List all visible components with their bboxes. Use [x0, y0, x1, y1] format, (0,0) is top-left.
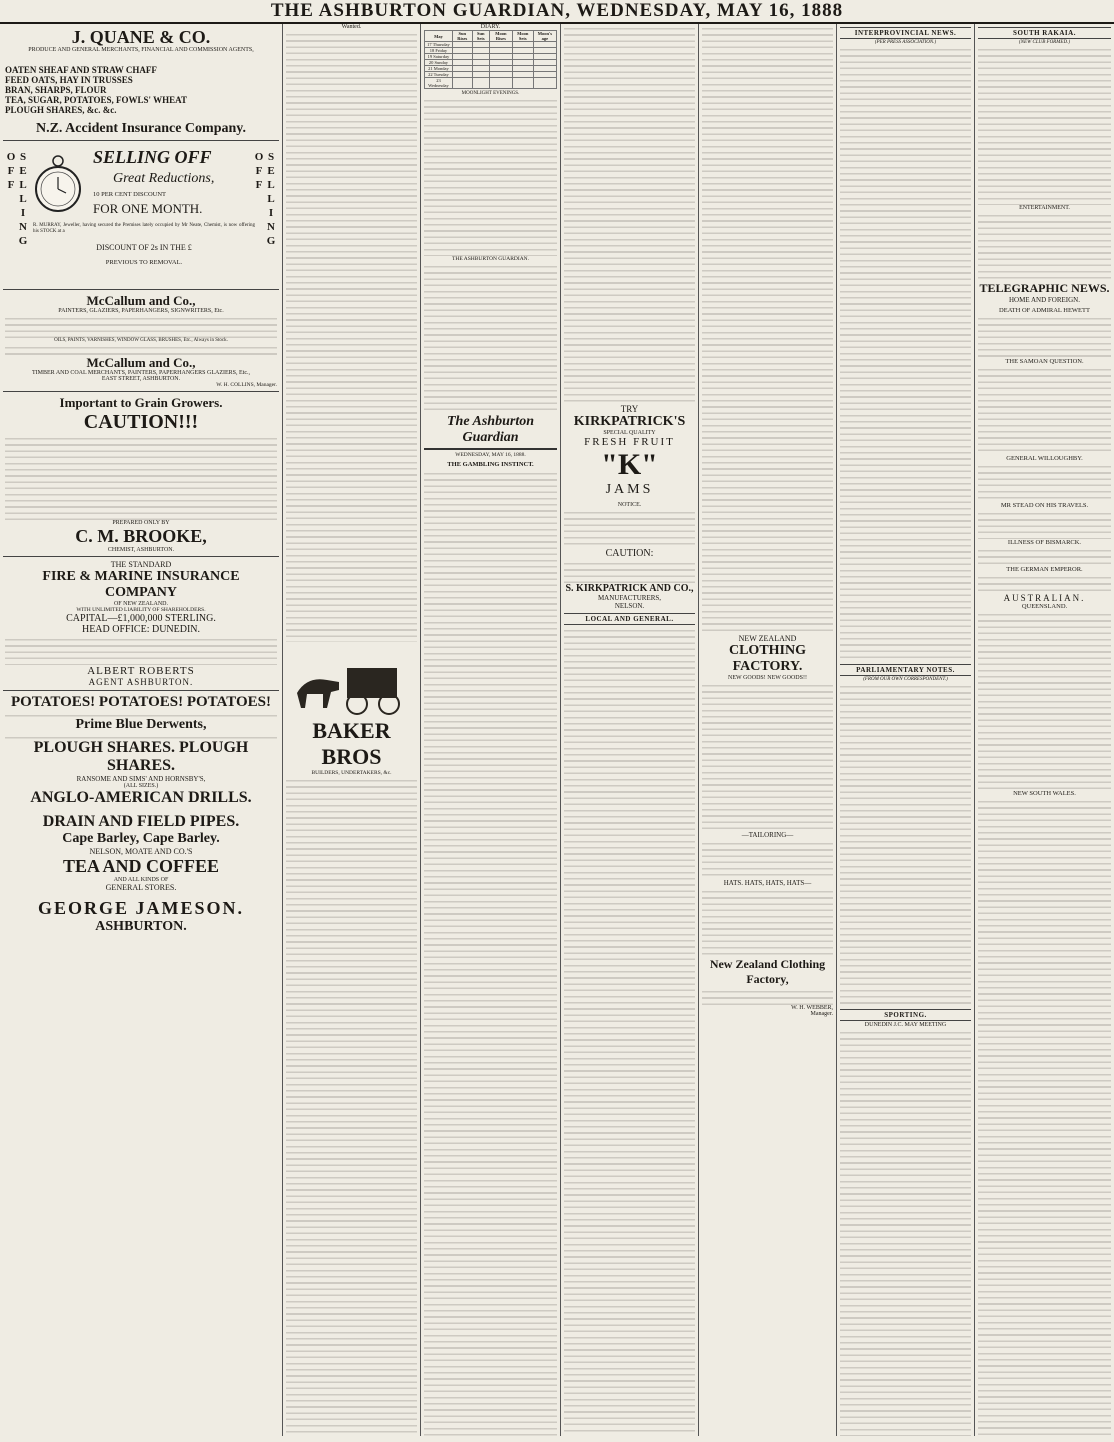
grain-growers: Important to Grain Growers. — [59, 395, 223, 410]
tailoring: —TAILORING— — [741, 831, 794, 839]
samoan-text — [978, 365, 1111, 455]
webber: W. H. WEBBER, — [791, 1005, 833, 1011]
mccallum-body-2 — [5, 343, 277, 355]
jams: JAMS — [605, 482, 654, 497]
special-quality: SPECIAL QUALITY — [603, 430, 656, 436]
column-local — [560, 24, 698, 1436]
diary-day: 22 Tuesday — [425, 72, 453, 78]
bismarck: ILLNESS OF BISMARCK. — [1007, 539, 1082, 546]
one-month: FOR ONE MONTH. — [93, 201, 203, 216]
column-telegraphic — [974, 24, 1114, 1436]
brooke-ad — [3, 392, 279, 557]
south-rakaia: SOUTH RAKAIA. — [978, 27, 1111, 39]
samoan-question: THE SAMOAN QUESTION. — [1005, 358, 1084, 365]
derwents: Prime Blue Derwents, — [75, 717, 207, 732]
clothing-factory: CLOTHING FACTORY. — [728, 643, 806, 674]
try: TRY — [620, 404, 639, 414]
hats: HATS. HATS, HATS, HATS— — [723, 879, 812, 887]
new-club: (NEW CLUB FORMED.) — [1019, 40, 1070, 45]
baker-bros: BAKER BROS — [312, 718, 391, 769]
diary-header: Sun Sets — [472, 31, 489, 42]
selling-off-vertical-left: SELLING OFF — [5, 151, 29, 249]
wanted-ads-text — [286, 30, 417, 642]
nelson: NELSON. — [614, 602, 645, 610]
quane-item: PLOUGH SHARES, &c. &c. — [5, 105, 117, 115]
guardian-logo: The Ashburton Guardian — [424, 412, 557, 450]
george-jameson: GEORGE JAMESON. — [37, 898, 245, 918]
webber-manager: Manager. — [810, 1011, 833, 1017]
news-text-top — [702, 24, 833, 634]
tea-coffee: TEA AND COFFEE — [62, 856, 220, 876]
selling-off: SELLING OFF — [93, 147, 212, 167]
capital: CAPITAL—£1,000,000 STERLING. — [66, 613, 216, 624]
clothing-text — [702, 681, 833, 831]
nz-clothing-factory: New Zealand Clothing Factory, — [709, 957, 826, 986]
tailoring-text — [702, 839, 833, 879]
drain-pipes: DRAIN AND FIELD PIPES. — [42, 813, 240, 830]
gambling-text — [424, 469, 557, 1436]
column-clothing — [698, 24, 836, 1436]
column-interprovincial — [836, 24, 974, 1436]
coach-and-horses-icon — [287, 648, 417, 718]
caution-heading: CAUTION!!! — [83, 411, 199, 433]
pocket-watch-icon — [33, 147, 83, 217]
fire-marine: FIRE & MARINE INSURANCE COMPANY — [42, 569, 240, 600]
rakaia-text — [978, 45, 1111, 205]
albert-roberts: ALBERT ROBERTS — [87, 665, 195, 677]
head-office: HEAD OFFICE: DUNEDIN. — [81, 624, 201, 635]
quane-item: FEED OATS, HAY IN TRUSSES — [5, 75, 133, 85]
collins-manager: W. H. COLLINS, Manager. — [216, 382, 277, 388]
murray-ad — [3, 141, 279, 290]
mccallum-timber-title: McCallum and Co., — [86, 355, 196, 370]
standard-insurance-ad — [3, 557, 279, 691]
admiral-hewett: DEATH OF ADMIRAL HEWETT — [999, 307, 1090, 314]
own-correspondent: (FROM OUR OWN CORRESPONDENT.) — [863, 677, 948, 682]
discount: 10 PER CENT DISCOUNT — [93, 191, 167, 198]
press-assoc: (PER PRESS ASSOCIATION.) — [874, 40, 937, 45]
diary-day: 21 Monday — [425, 66, 453, 72]
column-wanted — [282, 24, 420, 1436]
nsw-text — [978, 797, 1111, 1436]
kirkpatricks: KIRKPATRICK'S — [573, 414, 686, 429]
stead-text — [978, 509, 1111, 539]
previous-to-removal: PREVIOUS TO REMOVAL. — [105, 259, 183, 266]
discount-2s: DISCOUNT OF 2s IN THE £ — [96, 243, 192, 252]
bismarck-text — [978, 546, 1111, 566]
masthead: THE ASHBURTON GUARDIAN, WEDNESDAY, MAY 16, 1888 — [0, 0, 1114, 24]
mccallum-title: McCallum and Co., — [86, 293, 196, 308]
notice-text — [564, 508, 695, 548]
great-reductions: Great Reductions, — [113, 171, 215, 186]
ransome: RANSOME AND SIMS' AND HORNSBY'S, — [76, 775, 206, 783]
home-foreign: HOME AND FOREIGN. — [1009, 296, 1080, 304]
entertainment-text — [978, 211, 1111, 281]
parliamentary-text — [840, 682, 971, 1006]
australian: AUSTRALIAN. — [1003, 593, 1086, 603]
diary-day: 18 Friday — [425, 48, 453, 54]
nz-accident: N.Z. Accident Insurance Company. — [35, 121, 247, 136]
subscription-text — [424, 262, 557, 412]
hewett-text — [978, 314, 1111, 358]
guardian-terms-head: THE ASHBURTON GUARDIAN. — [451, 256, 530, 262]
sporting-heading: SPORTING. — [840, 1009, 971, 1021]
parliamentary-heading: PARLIAMENTARY NOTES. — [840, 664, 971, 676]
diary-header: May — [425, 31, 453, 42]
standard: THE STANDARD — [110, 560, 172, 569]
diary-header: Moon Rises — [489, 31, 512, 42]
local-general-heading: LOCAL AND GENERAL. — [564, 613, 695, 625]
caution-text — [564, 559, 695, 583]
prepared-only-by: PREPARED ONLY BY — [112, 520, 170, 526]
murray-notice: R. MURRAY, Jeweller, having secured the Premises lately occupied by Mr Neate, Chemist, is now offering his STOCK at a — [33, 223, 255, 235]
plough-shares: PLOUGH SHARES. PLOUGH SHARES. — [33, 739, 249, 774]
entertainment: ENTERTAINMENT. — [1019, 205, 1070, 211]
quane-ad — [3, 24, 279, 141]
diary-day: 17 Thursday — [425, 42, 453, 48]
hats-text — [702, 887, 833, 957]
factory-text — [702, 987, 833, 1005]
of-nz: OF NEW ZEALAND. — [113, 601, 169, 607]
k-brand: "K" — [601, 448, 658, 481]
potatoes: POTATOES! POTATOES! POTATOES! — [10, 694, 272, 710]
cape-barley: Cape Barley, Cape Barley. — [62, 831, 220, 846]
emperor-text — [978, 573, 1111, 593]
sk-co: S. KIRKPATRICK AND CO., — [565, 583, 694, 594]
diary-header: Sun Rises — [452, 31, 472, 42]
queensland-text — [978, 610, 1111, 790]
wanted-heading: Wanted. — [341, 24, 362, 30]
kirk-caution: CAUTION: — [605, 548, 654, 559]
general-stores: GENERAL STORES. — [105, 883, 177, 892]
mccallum-sub: PAINTERS, GLAZIERS, PAPERHANGERS, SIGNWRITERS, Etc. — [58, 308, 224, 314]
telegraphic-news: TELEGRAPHIC NEWS. — [979, 281, 1110, 295]
quane-item: BRAN, SHARPS, FLOUR — [5, 85, 107, 95]
mccallum-timber-sub: TIMBER AND COAL MERCHANTS, PAINTERS, PAPERHANGERS GLAZIERS, Etc., — [31, 370, 251, 376]
queensland: QUEENSLAND. — [1021, 603, 1068, 610]
moon-text — [424, 96, 557, 256]
agent: AGENT ASHBURTON. — [88, 677, 194, 687]
diary-header: Moon Sets — [512, 31, 533, 42]
notice: NOTICE. — [617, 502, 642, 508]
diary-table — [424, 30, 557, 89]
baker-bros-text — [286, 776, 417, 1436]
east-street: EAST STREET, ASHBURTON. — [101, 376, 181, 382]
mr-stead: MR STEAD ON HIS TRAVELS. — [1000, 502, 1089, 509]
diary-day: 20 Sunday — [425, 60, 453, 66]
mccallum-painters-ad — [3, 290, 279, 392]
new-goods: NEW GOODS! NEW GOODS!! — [728, 675, 807, 681]
anglo-american: ANGLO-AMERICAN DRILLS. — [30, 789, 252, 806]
brooke-sub: CHEMIST, ASHBURTON. — [107, 547, 175, 553]
nelson-moate: NELSON, MOATE AND CO.'S — [89, 847, 193, 856]
all-sizes: (ALL SIZES.) — [123, 783, 159, 789]
unlimited: WITH UNLIMITED LIABILITY OF SHAREHOLDERS. — [76, 607, 206, 613]
column-advertisements — [0, 24, 282, 1436]
brooke-name: C. M. BROOKE, — [75, 526, 207, 546]
issue-date: WEDNESDAY, MAY 16, 1888. — [455, 452, 526, 458]
willoughby-text — [978, 462, 1111, 502]
column-diary-editorial — [420, 24, 560, 1436]
mccallum-oils: OILS, PAINTS, VARNISHES, WINDOW GLASS, BRUSHES, Etc., Always in Stock. — [54, 338, 228, 343]
nz-heading: NEW ZEALAND — [738, 634, 797, 643]
quane-name: J. QUANE & CO. — [71, 27, 211, 47]
standard-body — [5, 635, 277, 665]
diary-header: Moon's age — [533, 31, 556, 42]
local-general-text — [564, 626, 695, 1436]
moonlight-evenings: MOONLIGHT EVENINGS. — [461, 91, 520, 96]
selling-off-vertical-right: SELLING OFF — [253, 151, 277, 249]
george-ashburton: ASHBURTON. — [95, 919, 187, 934]
dunedin-meeting: DUNEDIN J.C. MAY MEETING — [864, 1022, 947, 1028]
quane-item: TEA, SUGAR, POTATOES, FOWLS' WHEAT — [5, 95, 187, 105]
interprov-heading: INTERPROVINCIAL NEWS. — [840, 27, 971, 39]
all-kinds: AND ALL KINDS OF — [113, 877, 169, 883]
brooke-body — [5, 434, 277, 520]
nsw: NEW SOUTH WALES. — [1013, 790, 1076, 797]
diary-day: 19 Saturday — [425, 54, 453, 60]
gambling-headline: THE GAMBLING INSTINCT. — [447, 461, 534, 468]
gen-willoughby: GENERAL WILLOUGHBY. — [1006, 455, 1083, 462]
mccallum-body — [5, 314, 277, 338]
jameson-ad — [3, 691, 279, 938]
diary-heading: DIARY. — [480, 24, 501, 30]
quane-body — [5, 53, 277, 65]
local-text-top — [564, 24, 695, 404]
interprov-text — [840, 45, 971, 661]
quane-sub: PRODUCE AND GENERAL MERCHANTS, FINANCIAL AND COMMISSION AGENTS, — [28, 47, 254, 53]
german-emperor: THE GERMAN EMPEROR. — [1006, 566, 1083, 573]
quane-item: OATEN SHEAF AND STRAW CHAFF — [5, 65, 157, 75]
sporting-text — [840, 1028, 971, 1436]
diary-day: 23 Wednesday — [425, 78, 453, 89]
fresh-fruit: FRESH FRUIT — [584, 436, 675, 448]
manufacturers: MANUFACTURERS, — [597, 594, 662, 602]
baker-bros-sub: BUILDERS, UNDERTAKERS, &c. — [311, 770, 392, 776]
